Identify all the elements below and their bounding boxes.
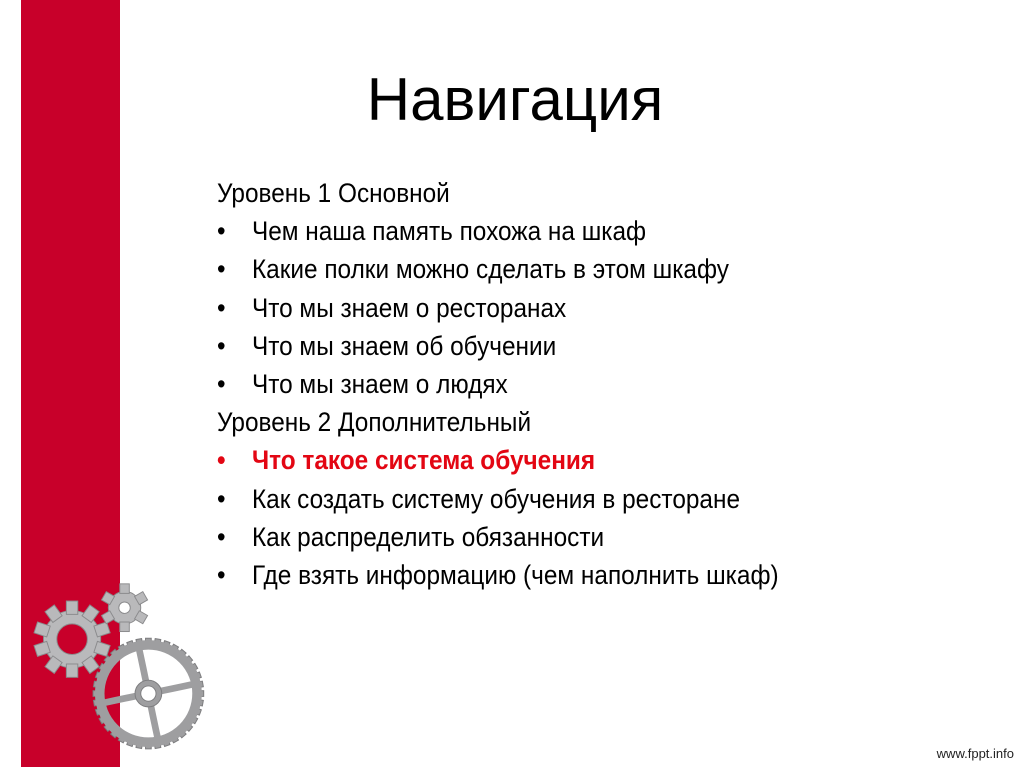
list-item (217, 289, 935, 327)
list-item-text: Как распределить обязанности (251, 521, 605, 552)
list-item-text: Как создать систему обучения в ресторане (251, 483, 741, 514)
list-item-text: Что мы знаем о людях (251, 369, 508, 400)
footer-watermark: www.fppt.info (936, 746, 1014, 761)
gears-icon (0, 560, 230, 767)
section-heading-level-1: Уровень 1 Основной (217, 178, 450, 208)
list-item-text: Что мы знаем о ресторанах (251, 292, 567, 323)
bullet-icon: • (217, 254, 226, 285)
list-item (217, 250, 935, 288)
bullet-icon: • (217, 445, 226, 476)
list-item (217, 480, 935, 518)
list-item-text: Какие полки можно сделать в этом шкафу (251, 254, 729, 285)
list-item (217, 365, 935, 403)
bullet-icon: • (217, 216, 226, 247)
bullet-icon: • (217, 521, 226, 552)
bullet-icon: • (217, 330, 226, 361)
list-item-text: Что такое система обучения (251, 445, 596, 476)
bullet-icon: • (217, 292, 226, 323)
list-item (217, 518, 935, 556)
list-item-text: Чем наша память похожа на шкаф (251, 216, 647, 247)
section-heading-level-2: Уровень 2 Дополнительный (217, 407, 532, 438)
list-item (217, 556, 935, 594)
list-item-highlighted (217, 441, 935, 479)
list-item (217, 327, 935, 365)
bullet-icon: • (217, 560, 226, 591)
bullet-icon: • (217, 369, 226, 400)
bullet-icon: • (217, 483, 226, 514)
slide-title: Навигация (366, 66, 664, 133)
list-item (217, 212, 935, 250)
list-item-text: Где взять информацию (чем наполнить шкаф) (251, 560, 779, 591)
list-item-text: Что мы знаем об обучении (251, 330, 557, 361)
navigation-list (217, 174, 935, 594)
